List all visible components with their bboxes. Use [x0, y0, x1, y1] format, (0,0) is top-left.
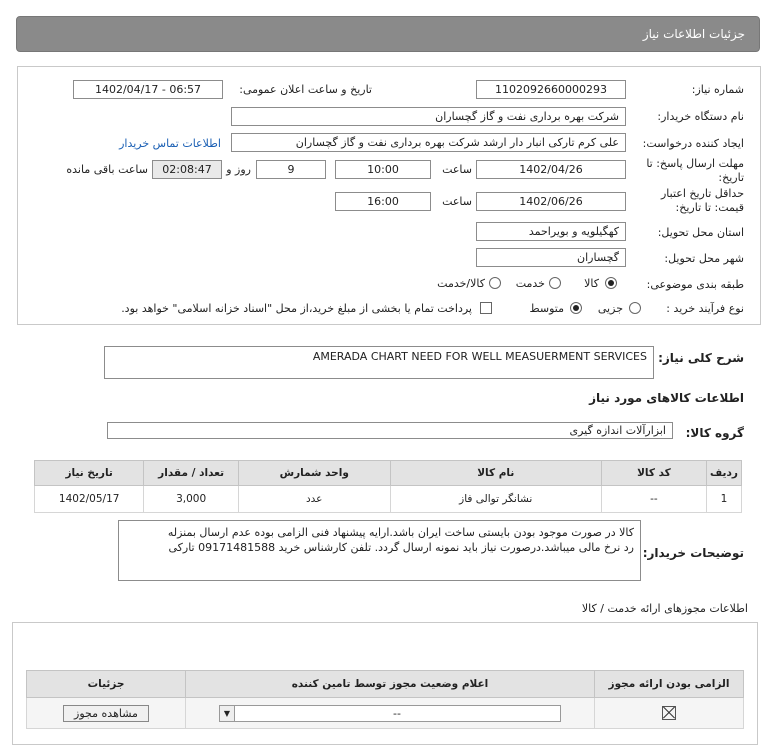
validity-label: حداقل تاریخ اعتبار [660, 187, 744, 200]
permits-table [26, 670, 744, 729]
category-service-radio[interactable] [549, 277, 561, 289]
cell-name: نشانگر توالی فاز [390, 486, 601, 513]
col-permit-required: الزامی بودن ارائه مجوز [595, 671, 744, 698]
city-label: شهر محل تحویل: [664, 252, 744, 265]
col-name: نام کالا [390, 461, 601, 486]
category-goods-radio[interactable] [605, 277, 617, 289]
cell-row: 1 [706, 486, 741, 513]
permit-status-value: -- [393, 706, 401, 720]
remaining-time-field: 02:08:47 [152, 160, 222, 179]
days-label: روز و [226, 163, 251, 176]
category-goods-service-label: کالا/خدمت [437, 277, 485, 290]
creator-field: علی کرم تارکی انبار دار ارشد شرکت بهره برداری نفت و گاز گچساران [231, 133, 626, 152]
page-header [16, 16, 760, 52]
summary-field: AMERADA CHART NEED FOR WELL MEASUERMENT SERVICES [104, 346, 654, 379]
need-number-label: شماره نیاز: [691, 83, 744, 96]
category-goods-service-radio[interactable] [489, 277, 501, 289]
buyer-notes-label: توضیحات خریدار: [642, 546, 744, 560]
goods-table-header [35, 461, 742, 486]
buyer-org-field: شرکت بهره برداری نفت و گاز گچساران [231, 107, 626, 126]
permit-status-cell [186, 698, 595, 729]
creator-label: ایجاد کننده درخواست: [642, 137, 744, 150]
goods-table [34, 460, 742, 513]
category-label: طبقه بندی موضوعی: [646, 278, 744, 291]
deadline-time-label: ساعت [442, 163, 472, 176]
process-medium-label: متوسط [529, 302, 564, 315]
chevron-down-icon: ▼ [220, 706, 235, 721]
permits-section-title: اطلاعات مجوزهای ارائه خدمت / کالا [581, 602, 748, 615]
cell-qty: 3,000 [144, 486, 238, 513]
validity-time-field: 16:00 [335, 192, 431, 211]
cell-date: 1402/05/17 [35, 486, 144, 513]
col-permit-details: جزئیات [27, 671, 186, 698]
announce-label: تاریخ و ساعت اعلان عمومی: [239, 83, 372, 96]
permit-required-cell [595, 698, 744, 729]
validity-label-2: قیمت: تا تاریخ: [675, 201, 744, 214]
permit-status-select[interactable] [219, 705, 561, 722]
goods-group-label: گروه کالا: [685, 426, 744, 440]
col-code: کد کالا [601, 461, 706, 486]
deadline-label-2: تاریخ: [718, 171, 744, 184]
remaining-time-label: ساعت باقی مانده [66, 163, 148, 176]
cell-unit: عدد [238, 486, 390, 513]
buyer-notes-line-1: کالا در صورت موجود بودن بایستی ساخت ایران باشد.ارایه پیشنهاد فنی الزامی بوده عدم ارسال بمنزله [167, 526, 634, 539]
category-goods-label: کالا [584, 277, 599, 290]
validity-time-label: ساعت [442, 195, 472, 208]
category-service-label: خدمت [515, 277, 545, 290]
treasury-payment-checkbox[interactable] [480, 302, 492, 314]
process-medium-radio[interactable] [570, 302, 582, 314]
permit-details-cell [27, 698, 186, 729]
table-row [35, 486, 742, 513]
cell-code: -- [601, 486, 706, 513]
treasury-payment-note: پرداخت تمام یا بخشی از مبلغ خرید،از محل "اسناد خزانه اسلامی" خواهد بود. [121, 302, 472, 315]
days-field: 9 [256, 160, 326, 179]
buyer-notes-line-2: رد نرخ مالی میباشد.درصورت نیاز باید نمونه ارسال گردد. تلفن کارشناس خرید 09171481588 تارکی [168, 541, 634, 554]
city-field: گچساران [476, 248, 626, 267]
permits-table-header [27, 671, 744, 698]
buyer-notes-field [118, 520, 641, 581]
validity-date-field: 1402/06/26 [476, 192, 626, 211]
col-date: تاریخ نیاز [35, 461, 144, 486]
goods-section-title: اطلاعات کالاهای مورد نیاز [589, 391, 744, 405]
view-permit-button[interactable]: مشاهده مجوز [63, 705, 149, 722]
col-unit: واحد شمارش [238, 461, 390, 486]
deadline-date-field: 1402/04/26 [476, 160, 626, 179]
col-permit-status: اعلام وضعیت مجوز توسط تامین کننده [186, 671, 595, 698]
buyer-org-label: نام دستگاه خریدار: [657, 110, 744, 123]
buyer-contact-link[interactable]: اطلاعات تماس خریدار [119, 137, 221, 150]
process-minor-label: جزیی [597, 302, 623, 315]
process-minor-radio[interactable] [629, 302, 641, 314]
page-title: جزئیات اطلاعات نیاز [642, 27, 745, 41]
province-field: کهگیلویه و بویراحمد [476, 222, 626, 241]
need-number-field: 1102092660000293 [476, 80, 626, 99]
goods-group-field: ابزارآلات اندازه گیری [107, 422, 673, 439]
col-row: ردیف [706, 461, 741, 486]
summary-label: شرح کلی نیاز: [658, 351, 744, 365]
process-type-label: نوع فرآیند خرید : [666, 302, 744, 315]
required-check-icon [662, 706, 676, 720]
col-qty: تعداد / مقدار [144, 461, 238, 486]
province-label: استان محل تحویل: [657, 226, 744, 239]
deadline-label: مهلت ارسال پاسخ: تا [646, 157, 744, 170]
deadline-time-field: 10:00 [335, 160, 431, 179]
table-row [27, 698, 744, 729]
announce-datetime-field: 1402/04/17 - 06:57 [73, 80, 223, 99]
